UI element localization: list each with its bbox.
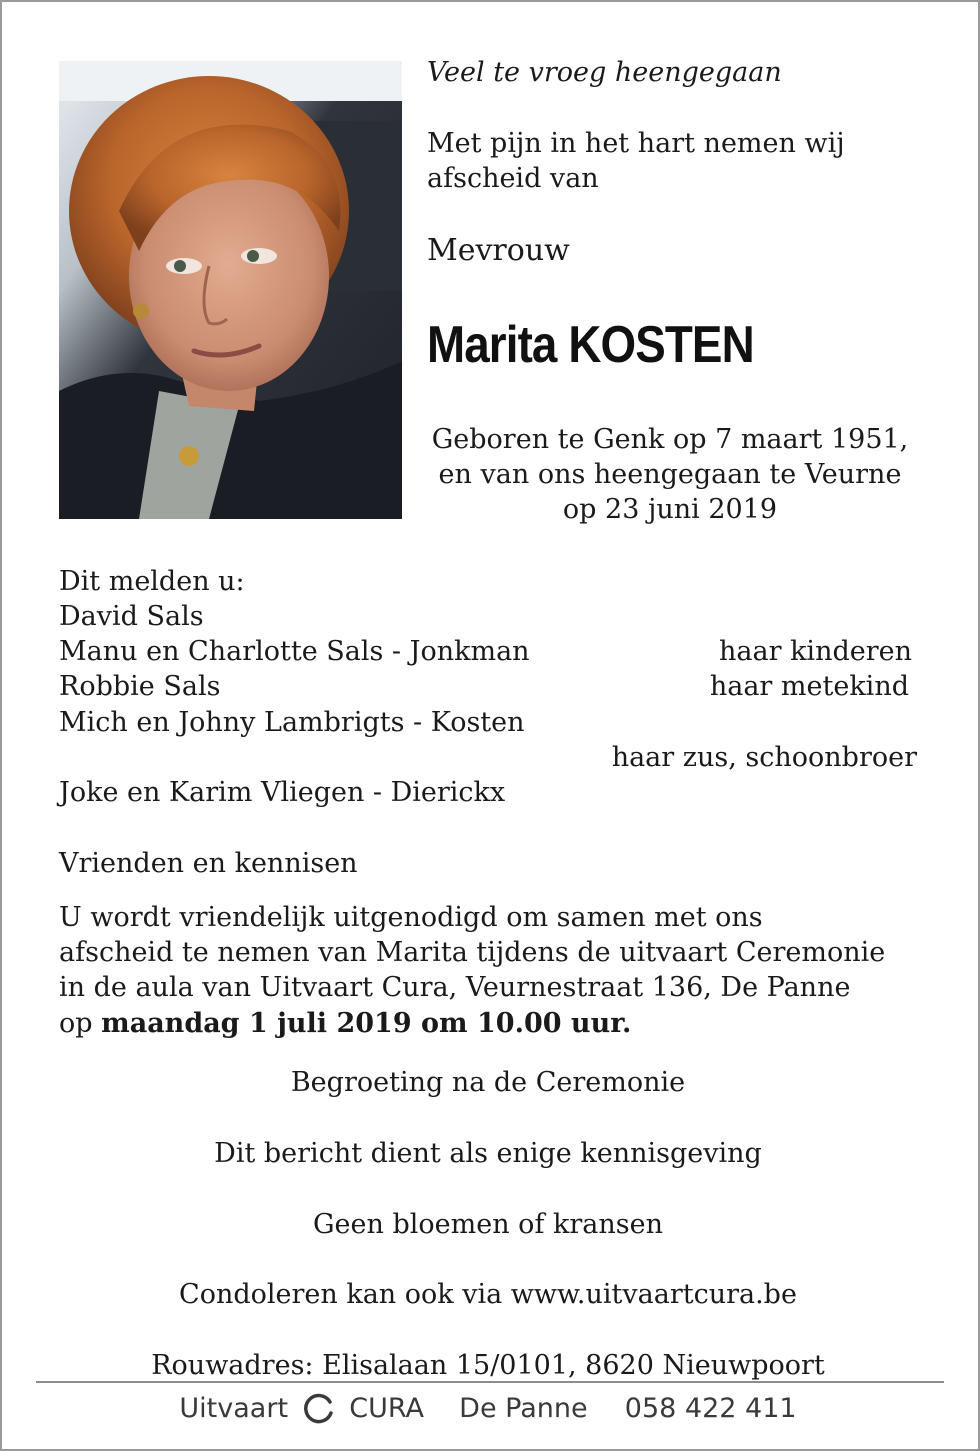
footer-left: Uitvaart	[179, 1392, 289, 1424]
relation-label: haar kinderen	[719, 636, 912, 667]
mourner-name: Joke en Karim Vliegen - Dierickx	[59, 777, 506, 808]
ceremony-line-2: afscheid te nemen van Marita tijdens de uitvaart Ceremonie	[59, 937, 886, 968]
friends-line: Vrienden en kennisen	[59, 848, 358, 879]
mourner-name: Mich en Johny Lambrigts - Kosten	[59, 707, 525, 738]
portrait-photo	[59, 61, 402, 519]
ceremony-line-4	[59, 1006, 631, 1041]
note-address: Rouwadres: Elisalaan 15/0101, 8620 Nieuwpoort	[151, 1350, 825, 1381]
ceremony-line-1: U wordt vriendelijk uitgenodigd om samen met ons	[59, 902, 763, 933]
birth-death-info	[420, 422, 920, 527]
footer-phone: 058 422 411	[624, 1392, 797, 1424]
relation-label: haar zus, schoonbroer	[611, 742, 917, 773]
footer-place: De Panne	[459, 1392, 588, 1424]
birth-line-2: en van ons heengegaan te Veurne	[438, 459, 902, 490]
note-notification: Dit bericht dient als enige kennisgeving	[214, 1138, 762, 1169]
note-condolences: Condoleren kan ook via www.uitvaartcura.be	[179, 1279, 797, 1310]
note-greeting: Begroeting na de Ceremonie	[290, 1067, 686, 1098]
mourners-intro: Dit melden u:	[59, 566, 245, 597]
funeral-home-footer	[0, 1388, 976, 1429]
relation-label: haar metekind	[709, 671, 909, 702]
intro-line-2: afscheid van	[427, 163, 599, 194]
ceremony-date: maandag 1 juli 2019 om 10.00 uur.	[101, 1008, 632, 1039]
birth-line-3: op 23 juni 2019	[562, 494, 778, 525]
mourner-name: Manu en Charlotte Sals - Jonkman	[59, 636, 530, 667]
footer-brand: CURA	[349, 1392, 424, 1424]
honorific: Mevrouw	[427, 233, 570, 268]
mourner-name: David Sals	[59, 601, 204, 632]
deceased-name: Marita KOSTEN	[427, 316, 754, 374]
cura-ring-icon	[303, 1393, 335, 1425]
intro-tagline: Veel te vroeg heengegaan	[427, 57, 782, 88]
ceremony-line-3: in de aula van Uitvaart Cura, Veurnestraat 136, De Panne	[59, 972, 851, 1003]
ceremony-date-prefix: op	[59, 1008, 102, 1039]
note-no-flowers: Geen bloemen of kransen	[312, 1209, 663, 1240]
birth-line-1: Geboren te Genk op 7 maart 1951,	[431, 424, 909, 455]
footer-divider	[36, 1381, 944, 1383]
intro-line-1: Met pijn in het hart nemen wij	[427, 128, 845, 159]
mourner-name: Robbie Sals	[59, 671, 221, 702]
